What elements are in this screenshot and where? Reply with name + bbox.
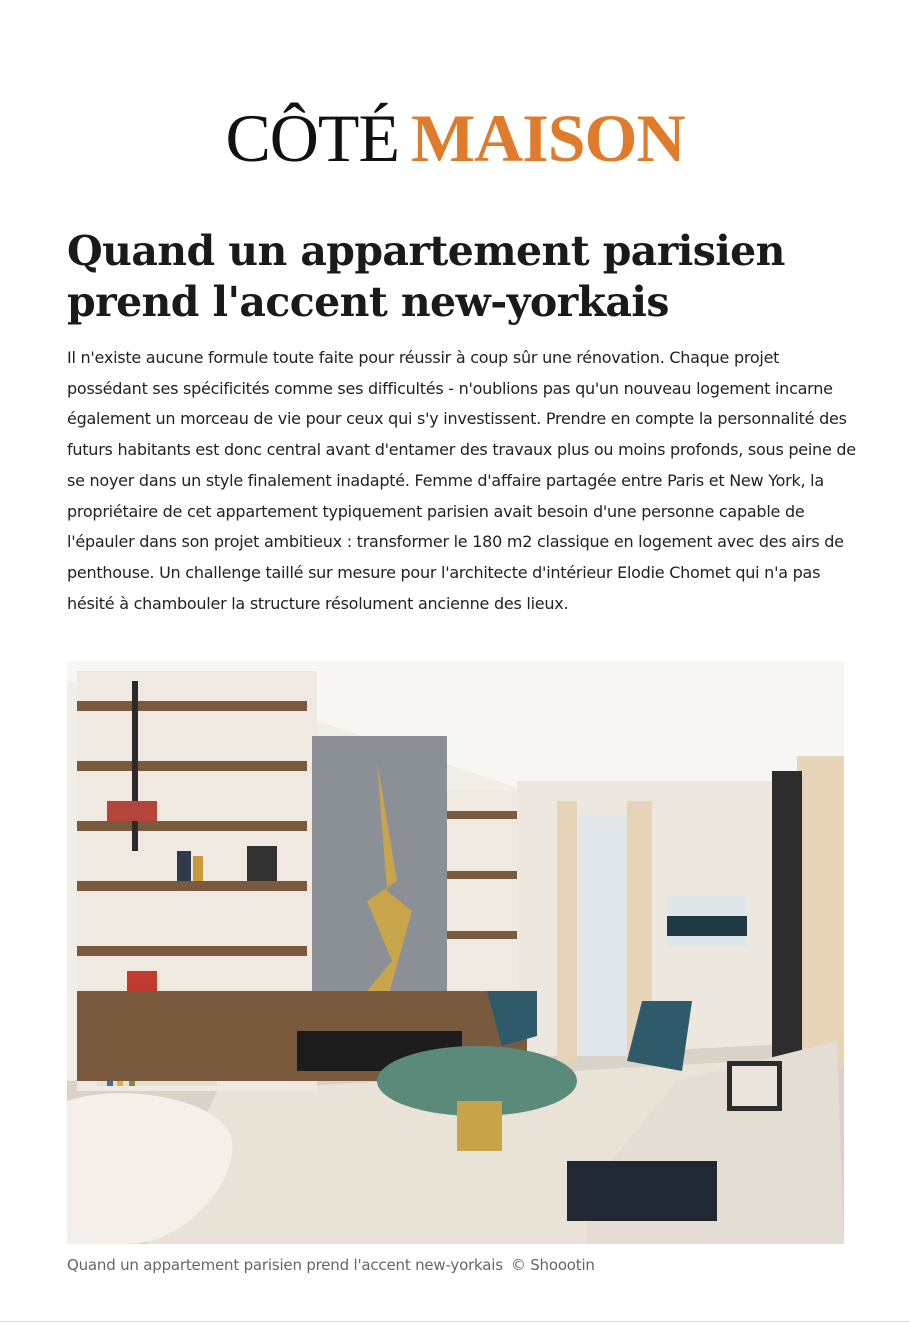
photo-credit: © Shoootin [510, 1256, 595, 1274]
site-logo[interactable] [0, 100, 910, 176]
article-photo [67, 661, 844, 1244]
caption-text: Quand un appartement parisien prend l'accent new-yorkais [67, 1256, 503, 1274]
logo-text-cote: CÔTÉ [225, 100, 399, 176]
article-title: Quand un appartement parisien prend l'accent new-yorkais [67, 227, 785, 326]
photo-caption [67, 1256, 857, 1274]
logo-text-maison: MAISON [410, 100, 685, 176]
article-intro: Il n'existe aucune formule toute faite pour réussir à coup sûr une rénovation. Chaque projet possédant ses spécificités comme ses difficultés - n'oublions pas qu'un nouveau logement incarne également un morceau de vie pour ceux qui s'y investissent. Prendre en compte la personnalité des futurs habitants est donc central avant d'entamer des travaux plus ou moins profonds, sous peine de se noyer dans un style finalement inadapté. Femme d'affaire partagée entre Paris et New York, la propriétaire de cet appartement typiquement parisien avait besoin d'une personne capable de l'épauler dans son projet ambitieux : transformer le 180 m2 classique en logement avec des airs de penthouse. Un challenge taillé sur mesure pour l'architecte d'intérieur Elodie Chomet qui n'a pas hésité à chambouler la structure résolument ancienne des lieux. [67, 348, 856, 613]
bottom-divider [0, 1321, 910, 1322]
